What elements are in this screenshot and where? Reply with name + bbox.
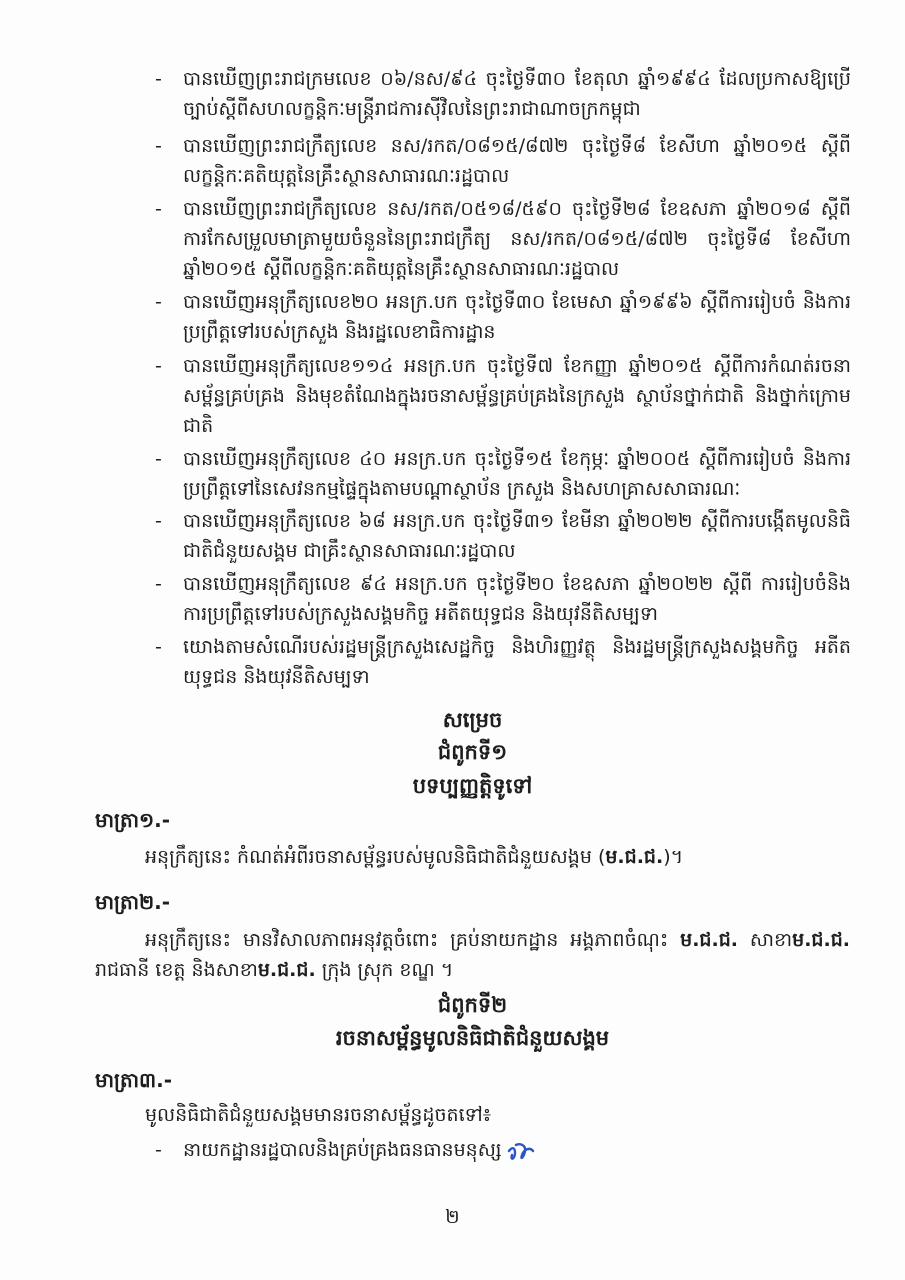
- bullet-dash: -: [155, 355, 162, 377]
- article-1-heading: មាត្រា១.-: [95, 808, 171, 832]
- preamble-text: បានឃើញអនុក្រឹត្យលេខ ៦៨ អនក្រ.បក ចុះថ្ងៃទី៣១ ខែមីនា ឆ្នាំ២០២២ ស្តីពីការបង្កើតមូលនិធិជាតិជំនួយសង្គម ជាគ្រឹះស្ថានសាធារណៈរដ្ឋបាល: [183, 510, 851, 562]
- preamble-text: បានឃើញអនុក្រឹត្យលេខ ៤០ អនក្រ.បក ចុះថ្ងៃទី១៥ ខែកុម្ភៈ ឆ្នាំ២០០៥ ស្តីពីការរៀបចំ និងការប្រព្រឹត្តទៅនៃសេវនកម្មផ្ទៃក្នុងតាមបណ្តាស្ថាប័ន ក្រសួង និងសហគ្រាសសាធារណៈ: [183, 448, 851, 500]
- preamble-item: [155, 506, 851, 566]
- article-2-heading: មាត្រា២.-: [95, 890, 171, 914]
- article-3-item-text: [155, 1135, 851, 1165]
- chapter-2-subtitle: រចនាសម្ព័ន្ធមូលនិធិជាតិជំនួយសង្គម: [335, 1026, 610, 1050]
- preamble-item: [155, 194, 851, 284]
- bullet-dash: -: [155, 291, 162, 313]
- article-1-text-part: អនុក្រឹត្យនេះ កំណត់អំពីរចនាសម្ព័ន្ធរបស់មូលនិធិជាតិជំនួយសង្គម (: [145, 846, 606, 868]
- preamble-text: បានឃើញអនុក្រឹត្យលេខ១១៤ អនក្រ.បក ចុះថ្ងៃទី៧ ខែកញ្ញា ឆ្នាំ២០១៥ ស្តីពីការកំណត់រចនាសម្ព័ន្ធគ្រប់គ្រង និងមុខតំណែងក្នុងរចនាសម្ព័ន្ធគ្រប់គ្រងនៃក្រសួង ស្ថាប័នថ្នាក់ជាតិ និងថ្នាក់ក្រោមជាតិ: [183, 355, 851, 437]
- article-2-text-part: ក្រុង ស្រុក ខណ្ឌ ។: [315, 959, 454, 981]
- preamble-item: [155, 131, 851, 191]
- article-3-item: [155, 1135, 851, 1165]
- article-2-text-part: អនុក្រឹត្យនេះ មានវិសាលភាពអនុវត្តចំពោះ គ្រប់នាយកដ្ឋាន អង្គភាពចំណុះ: [145, 929, 681, 951]
- abbreviation: ម.ជ.ជ.: [792, 929, 850, 951]
- page-number: ២: [445, 1206, 460, 1228]
- preamble-text: បានឃើញអនុក្រឹត្យលេខ២០ អនក្រ.បក ចុះថ្ងៃទី៣០ ខែមេសា ឆ្នាំ១៩៩៦ ស្តីពីការរៀបចំ និងការប្រព្រឹត្តទៅរបស់ក្រសួង និងរដ្ឋលេខាធិការដ្ឋាន: [183, 291, 851, 343]
- abbreviation: ម.ជ.ជ.: [680, 929, 738, 951]
- preamble-item: [155, 569, 851, 629]
- bullet-dash: -: [155, 510, 162, 532]
- abbreviation: ម.ជ.ជ.: [257, 959, 316, 981]
- article-2-text: [95, 925, 850, 985]
- article-2-text-part: រាជធានី ខេត្ត និងសាខា: [95, 959, 258, 981]
- article-3-intro: មូលនិធិជាតិជំនួយសង្គមមានរចនាសម្ព័ន្ធដូចតទៅ៖: [145, 1104, 492, 1126]
- bullet-dash: -: [155, 135, 162, 157]
- preamble-item: [155, 64, 851, 124]
- preamble-text: បានឃើញព្រះរាជក្រឹត្យលេខ នស/រកត/០៥១៨/៥៩០ ចុះថ្ងៃទី២៨ ខែឧសភា ឆ្នាំ២០១៨ ស្តីពីការកែសម្រួលមាត្រាមួយចំនួននៃព្រះរាជក្រឹត្យ នស/រកត/០៨១៥/៨៧២ ចុះថ្ងៃទី៨ ខែសីហា ឆ្នាំ២០១៥ ស្តីពីលក្ខន្តិកៈគតិយុត្តនៃគ្រឹះស្ថានសាធារណៈរដ្ឋបាល: [183, 198, 851, 280]
- preamble-item: [155, 351, 851, 441]
- preamble-text: បានឃើញព្រះរាជក្រឹត្យលេខ នស/រកត/០៨១៥/៨៧២ ចុះថ្ងៃទី៨ ខែសីហា ឆ្នាំ២០១៥ ស្តីពីលក្ខន្តិកៈគតិយុត្តនៃគ្រឹះស្ថានសាធារណៈរដ្ឋបាល: [183, 135, 851, 187]
- bullet-dash: -: [155, 573, 162, 595]
- chapter-2-title: ជំពូកទី២: [437, 993, 508, 1017]
- handwritten-initial-icon: [506, 1137, 536, 1165]
- preamble-text: បានឃើញព្រះរាជក្រមលេខ ០៦/នស/៩៤ ចុះថ្ងៃទី៣០ ខែតុលា ឆ្នាំ១៩៩៤ ដែលប្រកាសឱ្យប្រើច្បាប់ស្តីពីសហលក្ខន្តិកៈមន្ត្រីរាជការស៊ីវិលនៃព្រះរាជាណាចក្រកម្ពុជា: [183, 68, 851, 120]
- bullet-dash: -: [155, 68, 162, 90]
- chapter-1-title: ជំពូកទី១: [437, 740, 508, 764]
- preamble-item: [155, 632, 851, 692]
- decision-heading: សម្រេច: [442, 708, 503, 732]
- preamble-item: [155, 287, 851, 347]
- bullet-dash: -: [155, 448, 162, 470]
- article-2-text-part: សាខា: [737, 929, 793, 951]
- article-3-item-label: នាយកដ្ឋានរដ្ឋបាលនិងគ្រប់គ្រងធនធានមនុស្ស: [183, 1139, 502, 1161]
- bullet-dash: -: [155, 198, 162, 220]
- bullet-dash: -: [155, 636, 162, 658]
- bullet-dash: -: [155, 1139, 162, 1161]
- article-3-heading: មាត្រា៣.-: [95, 1068, 173, 1092]
- preamble-text: យោងតាមសំណើរបស់រដ្ឋមន្ត្រីក្រសួងសេដ្ឋកិច្ច និងហិរញ្ញវត្ថុ និងរដ្ឋមន្ត្រីក្រសួងសង្គមកិច្ច អតីតយុទ្ធជន និងយុវនីតិសម្បទា: [183, 636, 851, 688]
- preamble-item: [155, 444, 851, 504]
- article-1-text: [95, 842, 850, 872]
- article-1-text-part: )។: [663, 846, 684, 868]
- preamble-text: បានឃើញអនុក្រឹត្យលេខ ៩៤ អនក្រ.បក ចុះថ្ងៃទី២០ ខែឧសភា ឆ្នាំ២០២២ ស្តីពី ការរៀបចំនិងការប្រព្រឹត្តទៅរបស់ក្រសួងសង្គមកិច្ច អតីតយុទ្ធជន និងយុវនីតិសម្បទា: [183, 573, 851, 625]
- chapter-1-subtitle: បទប្បញ្ញត្តិទូទៅ: [412, 774, 533, 798]
- abbreviation: ម.ជ.ជ.: [605, 846, 664, 868]
